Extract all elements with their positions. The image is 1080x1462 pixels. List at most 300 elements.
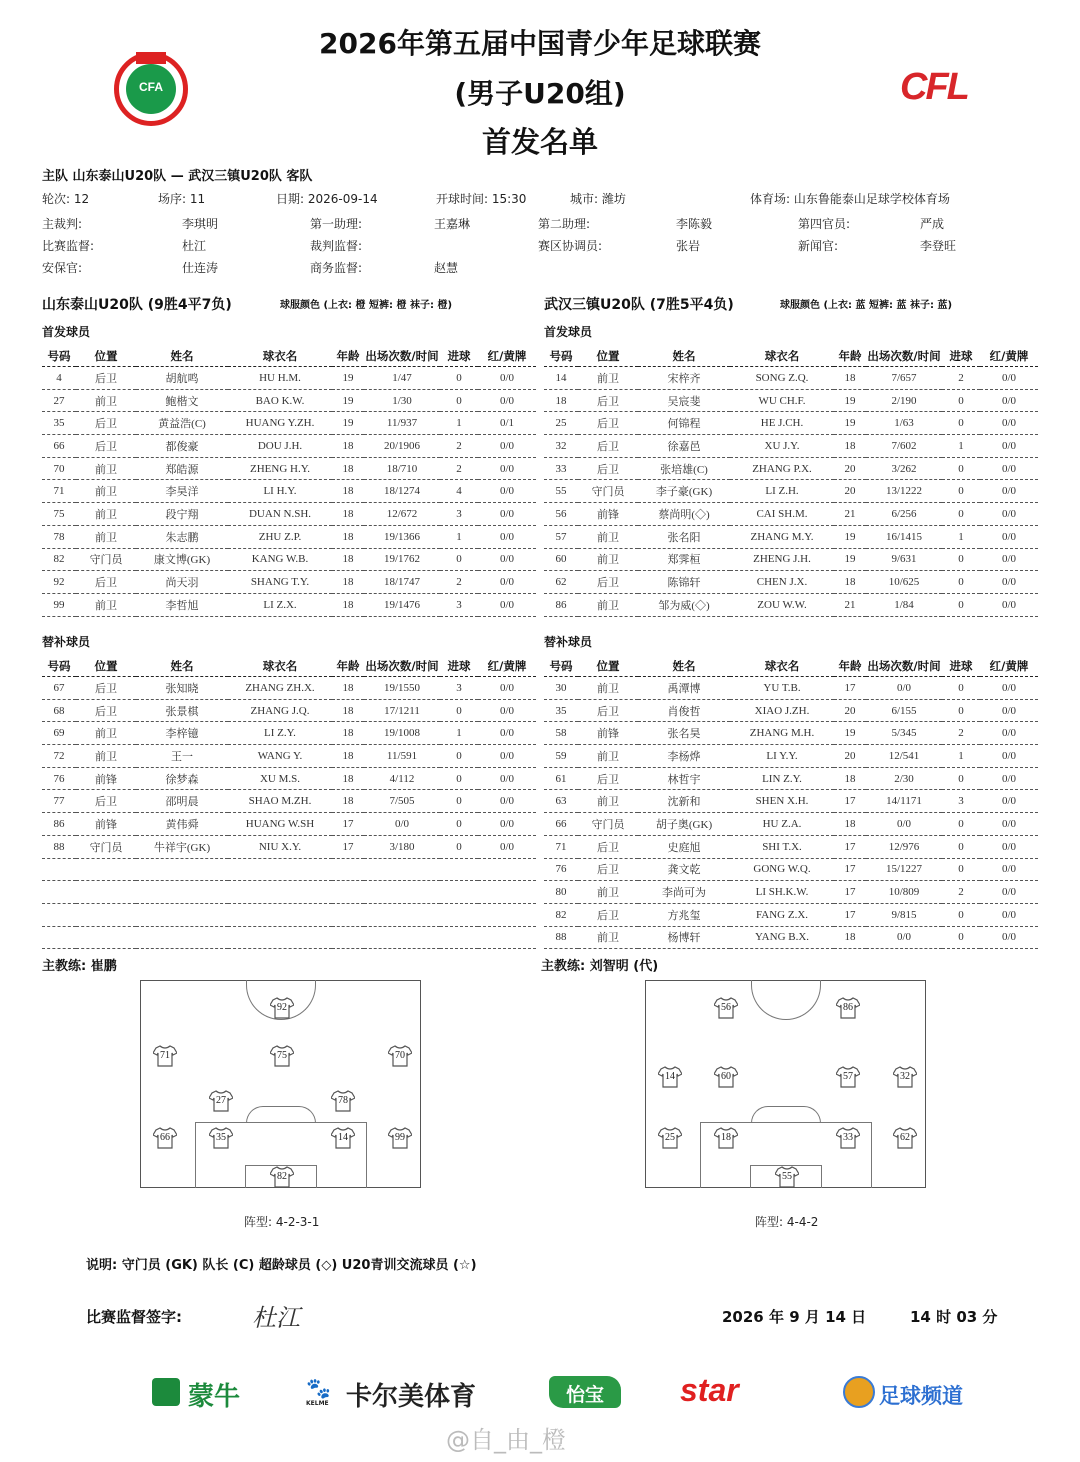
player-position: 前卫	[578, 525, 638, 548]
player-age: 19	[834, 722, 866, 745]
cards: 0/0	[980, 699, 1038, 722]
player-name: 张名昊	[638, 722, 730, 745]
column-header: 出场次数/时间	[866, 656, 942, 677]
player-age: 18	[332, 699, 364, 722]
cards: 0/0	[478, 745, 536, 768]
cards: 0/0	[980, 790, 1038, 813]
player-shirt-icon	[270, 1045, 294, 1067]
player-shirt-icon	[658, 1066, 682, 1088]
player-name: 郑皓源	[136, 457, 228, 480]
player-position: 前锋	[76, 767, 136, 790]
shirt-name: CHEN J.X.	[730, 571, 834, 594]
official-label: 商务监督:	[310, 261, 363, 275]
shirt-name: LI Z.Y.	[228, 722, 332, 745]
appearances: 3/180	[364, 835, 440, 858]
sponsor-ftv: 足球频道	[843, 1374, 963, 1410]
venue: 体育场: 山东鲁能泰山足球学校体育场	[750, 192, 950, 206]
shirt-name: KANG W.B.	[228, 548, 332, 571]
player-position	[76, 903, 136, 926]
table-row	[42, 722, 536, 745]
shirt-name	[228, 903, 332, 926]
official-label: 新闻官:	[798, 239, 839, 253]
table-row	[544, 926, 1038, 949]
column-header: 号码	[42, 656, 76, 677]
shirt-name: SHAO M.ZH.	[228, 790, 332, 813]
goals	[440, 926, 478, 949]
shirt-number: 78	[338, 1095, 348, 1106]
shirt-name: DOU J.H.	[228, 435, 332, 458]
player-number: 92	[42, 571, 76, 594]
player-number: 55	[544, 480, 578, 503]
goals: 0	[942, 699, 980, 722]
official-label: 第二助理:	[538, 217, 591, 231]
player-position: 前卫	[578, 926, 638, 949]
ftv-icon	[843, 1376, 875, 1408]
player-shirt-icon	[270, 1166, 294, 1188]
table-row	[42, 548, 536, 571]
shirt-name: ZHANG M.H.	[730, 722, 834, 745]
goals: 2	[942, 722, 980, 745]
shirt-name: YANG B.X.	[730, 926, 834, 949]
player-age: 18	[332, 767, 364, 790]
shirt-name: XU J.Y.	[730, 435, 834, 458]
player-number: 86	[42, 813, 76, 836]
table-row	[42, 525, 536, 548]
shirt-number: 75	[277, 1050, 287, 1061]
player-shirt-icon	[658, 1127, 682, 1149]
kelme-small: KELME	[306, 1400, 329, 1407]
player-number: 88	[42, 835, 76, 858]
shirt-name: HU H.M.	[228, 367, 332, 390]
player-name: 段宁翔	[136, 503, 228, 526]
player-position: 前卫	[76, 593, 136, 616]
player-age: 19	[332, 367, 364, 390]
player-number: 69	[42, 722, 76, 745]
cards: 0/0	[478, 722, 536, 745]
player-shirt-icon	[209, 1090, 233, 1112]
column-header: 年龄	[834, 656, 866, 677]
player-number: 72	[42, 745, 76, 768]
goals: 0	[942, 480, 980, 503]
cards: 0/0	[478, 503, 536, 526]
player-number: 78	[42, 525, 76, 548]
goals: 0	[942, 593, 980, 616]
shirt-number: 60	[721, 1071, 731, 1082]
column-header: 进球	[440, 346, 478, 367]
player-position: 前卫	[578, 790, 638, 813]
table-row	[544, 903, 1038, 926]
legend-note: 说明: 守门员 (GK) 队长 (C) 超龄球员 (◇) U20青训交流球员 (☆)	[86, 1258, 477, 1273]
shirt-name	[228, 881, 332, 904]
player-name	[136, 858, 228, 881]
player-name: 李尚可为	[638, 881, 730, 904]
shirt-name: HUANG W.SH	[228, 813, 332, 836]
table-row	[544, 548, 1038, 571]
shirt-number: 92	[277, 1002, 287, 1013]
table-row	[42, 389, 536, 412]
player-position: 前卫	[76, 745, 136, 768]
player-name: 胡子奥(GK)	[638, 813, 730, 836]
cfa-logo-text: CFA	[139, 80, 163, 94]
player-age: 20	[834, 745, 866, 768]
table-row	[42, 813, 536, 836]
player-number: 82	[42, 548, 76, 571]
player-age: 18	[332, 790, 364, 813]
player-position: 后卫	[76, 435, 136, 458]
player-name: 张名阳	[638, 525, 730, 548]
shirt-number: 27	[216, 1095, 226, 1106]
cards: 0/0	[980, 745, 1038, 768]
appearances: 0/0	[866, 813, 942, 836]
player-age: 18	[332, 548, 364, 571]
shirt-name: CAI SH.M.	[730, 503, 834, 526]
column-header: 姓名	[638, 656, 730, 677]
sponsor-mengniu: 蒙牛	[152, 1374, 256, 1410]
player-age: 18	[834, 926, 866, 949]
appearances: 13/1222	[866, 480, 942, 503]
shirt-name: HUANG Y.ZH.	[228, 412, 332, 435]
column-header: 姓名	[136, 346, 228, 367]
player-name: 胡航鸣	[136, 367, 228, 390]
round: 轮次: 12	[42, 192, 90, 206]
player-position: 守门员	[578, 813, 638, 836]
player-age: 18	[332, 745, 364, 768]
player-position: 前卫	[76, 480, 136, 503]
appearances: 5/345	[866, 722, 942, 745]
paw-icon: 🐾	[306, 1376, 331, 1400]
player-shirt-icon	[836, 997, 860, 1019]
player-number: 99	[42, 593, 76, 616]
column-header: 球衣名	[228, 346, 332, 367]
goals: 0	[942, 858, 980, 881]
appearances: 0/0	[364, 813, 440, 836]
appearances: 6/256	[866, 503, 942, 526]
player-number: 14	[544, 367, 578, 390]
official-name: 仕连涛	[182, 261, 219, 275]
game-no: 场序: 11	[158, 192, 206, 206]
shirt-name: ZHANG ZH.X.	[228, 677, 332, 700]
column-header: 位置	[578, 656, 638, 677]
table-row	[42, 412, 536, 435]
player-shirt-icon	[153, 1127, 177, 1149]
away-subs-table	[544, 656, 1038, 949]
player-age: 19	[834, 548, 866, 571]
shirt-number: 35	[216, 1132, 226, 1143]
player-position: 后卫	[76, 699, 136, 722]
player-age: 17	[834, 835, 866, 858]
player-number: 33	[544, 457, 578, 480]
cards: 0/0	[478, 435, 536, 458]
player-number: 57	[544, 525, 578, 548]
player-position: 后卫	[578, 435, 638, 458]
player-name: 沈新和	[638, 790, 730, 813]
shirt-name: HU Z.A.	[730, 813, 834, 836]
column-header: 位置	[76, 656, 136, 677]
goals: 0	[440, 367, 478, 390]
cards: 0/0	[980, 480, 1038, 503]
shirt-name: ZHENG J.H.	[730, 548, 834, 571]
table-row	[42, 457, 536, 480]
player-name: 黄益浩(C)	[136, 412, 228, 435]
table-row	[544, 503, 1038, 526]
appearances: 10/809	[866, 881, 942, 904]
table-row	[544, 457, 1038, 480]
official-name: 李陈毅	[676, 217, 713, 231]
goals: 0	[440, 548, 478, 571]
cards: 0/0	[478, 677, 536, 700]
column-header: 进球	[942, 346, 980, 367]
centre-circle	[751, 980, 821, 1020]
cards: 0/0	[478, 699, 536, 722]
player-number: 61	[544, 767, 578, 790]
player-number: 59	[544, 745, 578, 768]
table-row	[544, 722, 1038, 745]
home-starters-table	[42, 346, 536, 617]
appearances: 2/190	[866, 389, 942, 412]
player-position: 前卫	[76, 722, 136, 745]
sign-date: 2026 年 9 月 14 日	[722, 1308, 867, 1326]
goals	[440, 903, 478, 926]
player-number: 56	[544, 503, 578, 526]
sponsor-star: star	[680, 1372, 739, 1408]
shirt-name: SHEN X.H.	[730, 790, 834, 813]
player-shirt-icon	[836, 1127, 860, 1149]
goals: 2	[942, 881, 980, 904]
shirt-name: LI Y.Y.	[730, 745, 834, 768]
cards: 0/0	[980, 435, 1038, 458]
away-formation: 阵型: 4-4-2	[755, 1215, 819, 1229]
player-shirt-icon	[153, 1045, 177, 1067]
goals: 0	[440, 699, 478, 722]
table-row	[42, 367, 536, 390]
player-position: 前卫	[578, 367, 638, 390]
player-name: 牛祥宇(GK)	[136, 835, 228, 858]
cards: 0/0	[980, 858, 1038, 881]
cards	[478, 881, 536, 904]
player-number: 76	[544, 858, 578, 881]
home-formation-pitch	[140, 980, 421, 1188]
player-number: 80	[544, 881, 578, 904]
player-age: 19	[332, 389, 364, 412]
appearances: 1/84	[866, 593, 942, 616]
official-label: 主裁判:	[42, 217, 83, 231]
table-row	[42, 745, 536, 768]
player-shirt-icon	[775, 1166, 799, 1188]
teams-line: 主队 山东泰山U20队 — 武汉三镇U20队 客队	[42, 169, 313, 184]
player-position: 前卫	[76, 503, 136, 526]
player-age: 18	[332, 457, 364, 480]
player-shirt-icon	[714, 997, 738, 1019]
player-shirt-icon	[331, 1090, 355, 1112]
table-row	[42, 503, 536, 526]
goals: 0	[942, 926, 980, 949]
cards: 0/0	[980, 593, 1038, 616]
appearances: 15/1227	[866, 858, 942, 881]
player-age	[332, 926, 364, 949]
goals: 1	[440, 412, 478, 435]
player-number: 63	[544, 790, 578, 813]
player-name: 张知晓	[136, 677, 228, 700]
column-header: 位置	[578, 346, 638, 367]
appearances: 12/541	[866, 745, 942, 768]
shirt-name: NIU X.Y.	[228, 835, 332, 858]
goals: 0	[942, 677, 980, 700]
appearances: 14/1171	[866, 790, 942, 813]
appearances: 20/1906	[364, 435, 440, 458]
shirt-name: HE J.CH.	[730, 412, 834, 435]
player-name: 张培雄(C)	[638, 457, 730, 480]
shirt-name: LI H.Y.	[228, 480, 332, 503]
shirt-name: SHI T.X.	[730, 835, 834, 858]
column-header: 球衣名	[730, 656, 834, 677]
appearances: 18/1274	[364, 480, 440, 503]
player-number: 35	[544, 699, 578, 722]
player-name: 李哲旭	[136, 593, 228, 616]
player-position: 后卫	[578, 412, 638, 435]
appearances: 7/505	[364, 790, 440, 813]
player-name: 徐嘉邑	[638, 435, 730, 458]
cards: 0/0	[980, 835, 1038, 858]
away-formation-pitch	[645, 980, 926, 1188]
table-row	[544, 435, 1038, 458]
appearances: 7/657	[866, 367, 942, 390]
column-header: 年龄	[834, 346, 866, 367]
table-row	[544, 677, 1038, 700]
player-position: 后卫	[76, 677, 136, 700]
player-age: 17	[834, 677, 866, 700]
player-position: 前卫	[578, 677, 638, 700]
shirt-number: 70	[395, 1050, 405, 1061]
goals: 0	[942, 548, 980, 571]
title-line-2: (男子U20组)	[454, 77, 626, 110]
cards: 0/0	[980, 548, 1038, 571]
table-row	[42, 835, 536, 858]
official-name: 李登旺	[920, 239, 957, 253]
penalty-arc	[751, 1106, 821, 1123]
shirt-name: LI Z.H.	[730, 480, 834, 503]
player-age: 20	[834, 457, 866, 480]
player-age: 18	[834, 767, 866, 790]
shirt-number: 71	[160, 1050, 170, 1061]
player-shirt-icon	[388, 1045, 412, 1067]
column-header: 号码	[544, 656, 578, 677]
player-position: 后卫	[578, 858, 638, 881]
player-age: 21	[834, 503, 866, 526]
appearances: 19/1550	[364, 677, 440, 700]
official-name: 李琪明	[182, 217, 219, 231]
player-name: 杨博轩	[638, 926, 730, 949]
player-name: 禹潭博	[638, 677, 730, 700]
player-position: 前锋	[578, 503, 638, 526]
player-name: 邵明晨	[136, 790, 228, 813]
appearances: 1/30	[364, 389, 440, 412]
player-number: 30	[544, 677, 578, 700]
shirt-name: ZHANG J.Q.	[228, 699, 332, 722]
table-row	[544, 367, 1038, 390]
cards: 0/0	[980, 389, 1038, 412]
player-name: 方兆玺	[638, 903, 730, 926]
appearances: 12/976	[866, 835, 942, 858]
shirt-number: 25	[665, 1132, 675, 1143]
player-number: 32	[544, 435, 578, 458]
appearances: 9/631	[866, 548, 942, 571]
table-row	[544, 813, 1038, 836]
shirt-number: 14	[665, 1071, 675, 1082]
shirt-name: SHANG T.Y.	[228, 571, 332, 594]
table-header	[42, 346, 536, 367]
away-kit: 球服颜色 (上衣: 蓝 短裤: 蓝 袜子: 蓝)	[780, 300, 953, 311]
player-age: 18	[332, 435, 364, 458]
table-row	[42, 790, 536, 813]
player-age: 20	[834, 480, 866, 503]
player-age: 18	[332, 677, 364, 700]
cards: 0/0	[980, 881, 1038, 904]
cards: 0/0	[478, 593, 536, 616]
official-name: 杜江	[182, 239, 207, 253]
shirt-name: GONG W.Q.	[730, 858, 834, 881]
cards: 0/0	[478, 548, 536, 571]
player-age: 21	[834, 593, 866, 616]
appearances	[364, 858, 440, 881]
goals: 0	[942, 835, 980, 858]
goals: 3	[440, 593, 478, 616]
column-header: 号码	[544, 346, 578, 367]
goals: 0	[942, 813, 980, 836]
column-header: 球衣名	[228, 656, 332, 677]
appearances: 18/1747	[364, 571, 440, 594]
cards	[478, 858, 536, 881]
player-name: 李梓镱	[136, 722, 228, 745]
shirt-name: LIN Z.Y.	[730, 767, 834, 790]
player-shirt-icon	[331, 1127, 355, 1149]
home-team-title: 山东泰山U20队 (9胜4平7负)	[42, 297, 232, 313]
shirt-name	[228, 858, 332, 881]
cards: 0/0	[980, 367, 1038, 390]
home-kit: 球服颜色 (上衣: 橙 短裤: 橙 袜子: 橙)	[280, 300, 453, 311]
player-name: 邹为威(◇)	[638, 593, 730, 616]
shirt-name: WU CH.F.	[730, 389, 834, 412]
player-number	[42, 926, 76, 949]
player-number: 68	[42, 699, 76, 722]
goals: 2	[440, 435, 478, 458]
goals: 0	[942, 503, 980, 526]
goals: 0	[942, 389, 980, 412]
player-position	[76, 858, 136, 881]
player-number: 82	[544, 903, 578, 926]
watermark: @自_由_橙	[446, 1426, 566, 1454]
player-position: 前卫	[76, 389, 136, 412]
goals: 2	[942, 367, 980, 390]
appearances: 12/672	[364, 503, 440, 526]
table-row	[42, 593, 536, 616]
player-number: 66	[42, 435, 76, 458]
goals: 1	[942, 525, 980, 548]
official-label: 裁判监督:	[310, 239, 363, 253]
goals: 3	[440, 503, 478, 526]
shirt-name: SONG Z.Q.	[730, 367, 834, 390]
away-starters-label: 首发球员	[544, 325, 593, 339]
player-age: 18	[332, 480, 364, 503]
shirt-name: WANG Y.	[228, 745, 332, 768]
player-number: 58	[544, 722, 578, 745]
table-row	[42, 903, 536, 926]
shirt-name: ZHENG H.Y.	[228, 457, 332, 480]
cards: 0/0	[980, 412, 1038, 435]
player-age: 18	[332, 722, 364, 745]
player-age: 19	[834, 412, 866, 435]
cards	[478, 903, 536, 926]
player-number: 88	[544, 926, 578, 949]
